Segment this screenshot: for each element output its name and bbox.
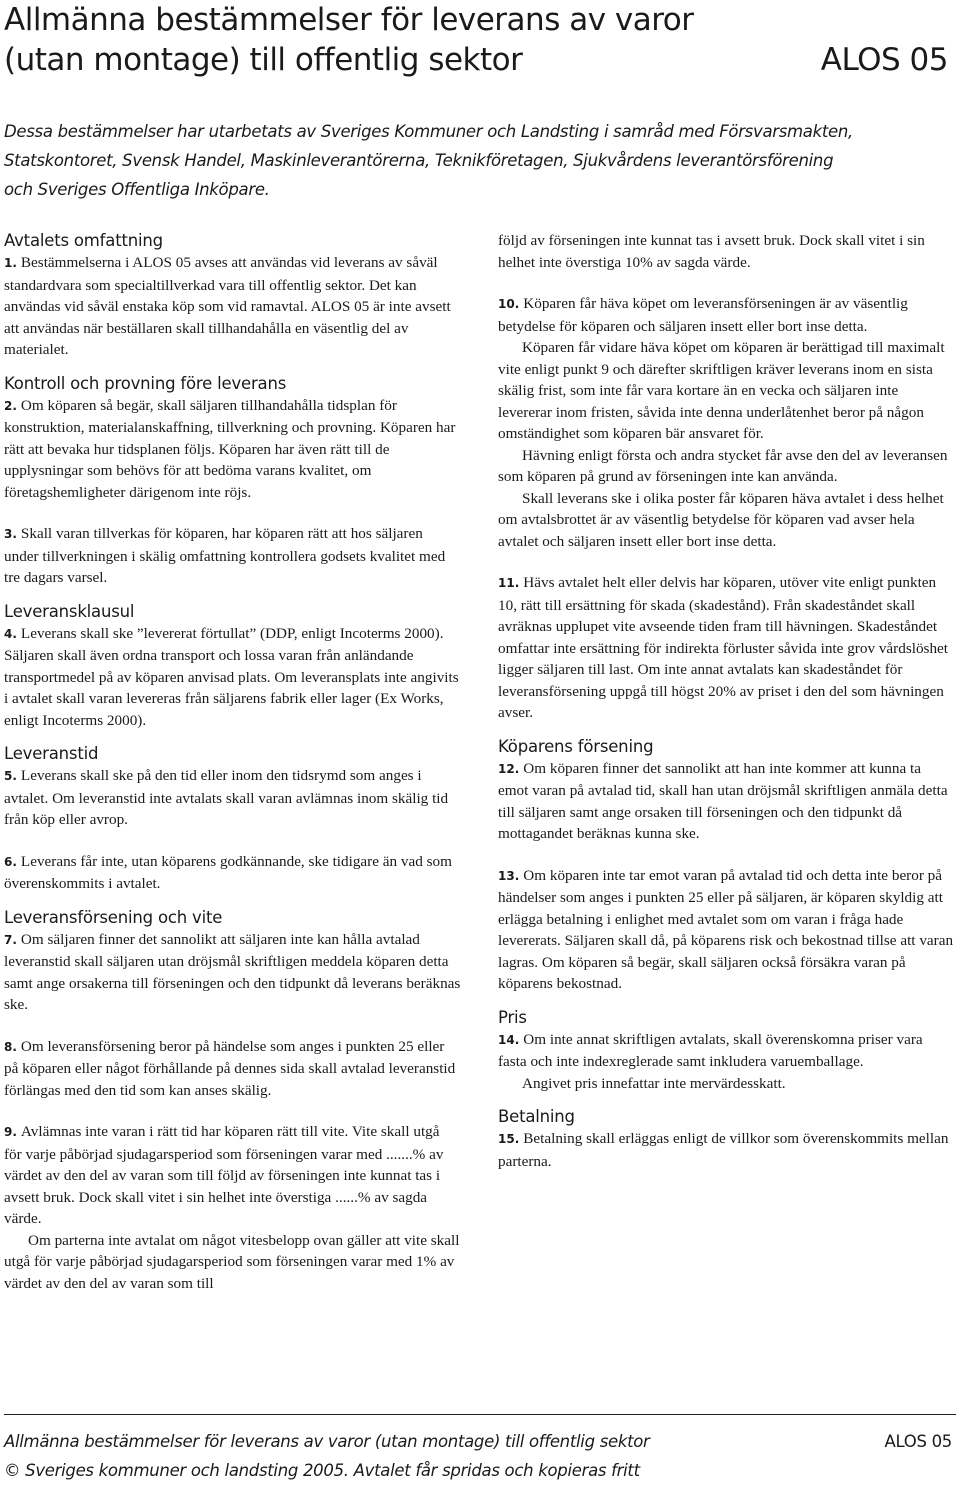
section-9 <box>4 1121 461 1230</box>
heading-avtalets-omfattning: Avtalets omfattning <box>4 231 163 250</box>
intro-text <box>4 117 954 204</box>
section-number: 2. <box>4 398 17 413</box>
section-9-tail: följd av förseningen inte kunnat tas i avsett bruk. Dock skall vitet i sin helhet inte överstiga 10% av sagda värde. <box>498 232 925 271</box>
footer-copyright: © Sveriges kommuner och landsting 2005. Avtalet får spridas och kopieras fritt <box>4 1461 640 1480</box>
section-3 <box>4 523 461 589</box>
title-line-2: (utan montage) till offentlig sektor <box>4 42 523 78</box>
section-number: 13. <box>498 868 520 883</box>
section-text: Om inte annat skriftligen avtalats, skall överenskomna priser vara fasta och inte indexreglerade samt inkludera varuemballage. <box>498 1030 923 1070</box>
section-text: Leverans skall ske ”levererat förtullat” (DDP, enligt Incoterms 2000). Säljaren skall även ordna transport och lossa varan från anländande transportmedel på av köparen anvisad plats. Om leveransplats inte angivits i avtalet skall varan levereras från säljarens fabrik eller lager (Ex Works, enligt Incoterms 2000). <box>4 624 459 729</box>
document-title <box>4 0 954 80</box>
section-number: 3. <box>4 527 17 541</box>
section-text: Skall varan tillverkas för köparen, har köparen rätt att hos säljaren under tillverkningen i skälig omfattning kontrollera godsets kvalitet med tre dagars varsel. <box>4 525 446 586</box>
section-number: 5. <box>4 769 17 783</box>
section-4 <box>4 623 461 732</box>
section-number: 6. <box>4 854 17 869</box>
section-number: 14. <box>498 1032 520 1047</box>
section-text: Köparen får häva köpet om leveransförseningen är av väsentlig betydelse för köparen och säljaren insett eller bort inse detta. <box>498 295 908 335</box>
section-10-paragraph-4: Skall leverans ske i olika poster får köparen häva avtalet i dess helhet om avtalsbrottet är av väsentlig betydelse för köparen vad avser hela avtalet och säljaren insett eller bort inse detta. <box>498 489 944 550</box>
footer-title: Allmänna bestämmelser för leverans av varor (utan montage) till offentlig sektor <box>4 1432 650 1451</box>
section-12 <box>498 758 955 845</box>
section-text: Bestämmelserna i ALOS 05 avses att användas vid leverans av såväl standardvara som specialtillverkad vara till offentlig sektor. Det kan användas vid såväl enstaka köp som vid ramavtal. ALOS 05 är inte avsett att användas när beställaren skall tillhandahålla en väsentlig del av materialet. <box>4 254 451 358</box>
section-text: Om köparen inte tar emot varan på avtalad tid och detta inte beror på händelser som anges i punkten 25 eller på säljaren, är köparen skyldig att erlägga betalning i enlighet med avtalet som om varan i fråga hade levererats. Säljaren skall då, på köparens risk och bekostnad tillse att varan lagras. Om köparen så begär, skall säljaren också försäkra varan på köparens bekostnad. <box>498 866 954 992</box>
section-10-paragraph-2: Köparen får vidare häva köpet om köparen är berättigad till maximalt vite enligt punkt 9 och därefter skriftligen kräver leverans inom en sista skälig frist, som inte får vara kortare än en vecka och säljaren inte levererar inom fristen, såvida inte denna underlåtenhet beror på någon omständighet som köparen bär ansvaret för. <box>498 339 945 442</box>
footer-row-1 <box>4 1427 956 1456</box>
section-number: 10. <box>498 297 520 311</box>
document-code: ALOS 05 <box>820 42 948 78</box>
heading-leveranstid: Leveranstid <box>4 744 99 763</box>
section-number: 8. <box>4 1039 17 1054</box>
section-number: 4. <box>4 626 17 641</box>
heading-leveransklausul: Leveransklausul <box>4 601 135 621</box>
section-text: Leverans får inte, utan köparens godkännande, ske tidigare än vad som överenskommits i avtalet. <box>4 852 452 892</box>
section-text: Betalning skall erläggas enligt de villkor som överenskommits mellan parterna. <box>498 1130 949 1170</box>
section-text: Leverans skall ske på den tid eller inom den tidsrymd som anges i avtalet. Om leveranstid inte avtalats skall varan avlämnas inom skälig tid från köp eller avrop. <box>4 767 449 828</box>
section-text: Hävs avtalet helt eller delvis har köparen, utöver vite enligt punkten 10, rätt till ersättning för skada (skadestånd). Från skadeståndet skall avräknas upplupet vite avseende tiden fram till hävningen. Skadeståndet omfattar inte ersättning för indirekta förluster såvida inte grov vårdslöshet ligger säljaren till last. Om inte annat avtalats kan skadeståndet för leveransförsening uppgå till högst 20% av priset i den del som hävningen avser. <box>498 574 949 721</box>
section-number: 7. <box>4 932 17 947</box>
section-15 <box>498 1128 955 1172</box>
section-8 <box>4 1036 461 1102</box>
heading-leveransforsening: Leveransförsening och vite <box>4 907 223 927</box>
section-9-continuation: Om parterna inte avtalat om något vitesbelopp ovan gäller att vite skall utgå för varje påbörjad sjudagarsperiod som förseningen varar med 1% av värdet av den del av varan som till <box>4 1231 460 1292</box>
section-number: 1. <box>4 256 17 270</box>
intro-line-3: och Sveriges Offentliga Inköpare. <box>4 180 270 199</box>
section-text: Om leveransförsening beror på händelse som anges i punkten 25 eller på köparen eller något förhållande på dennes sida skall avtalad leveranstid förlängas med den tid som kan anses skälig. <box>4 1037 456 1099</box>
heading-pris: Pris <box>498 1007 527 1027</box>
section-text: Avlämnas inte varan i rätt tid har köparen rätt till vite. Vite skall utgå för varje påbörjad sjudagarsperiod som förseningen varar med .......% av värdet av den del av varan som till följd av förseningen inte kunnat tas i avsett bruk. Dock skall vitet i sin helhet inte överstiga ......% av sagda värde. <box>4 1123 444 1227</box>
section-14-paragraph-2: Angivet pris innefattar inte mervärdesskatt. <box>522 1074 786 1092</box>
section-text: Om säljaren finner det sannolikt att säljaren inte kan hålla avtalad leveranstid skall säljaren utan dröjsmål skriftligen meddela köparen detta samt ange orsakerna till förseningen och den tidpunkt då leverans beräknas ske. <box>4 930 461 1013</box>
right-column <box>498 230 955 1172</box>
section-text: Om köparen finner det sannolikt att han inte kommer att kunna ta emot varan på avtalad tid, skall han utan dröjsmål skriftligen anmäla detta till säljaren samt ange orsaken till förseningen och den tidpunkt då mottagandet beräknas kunna ske. <box>498 759 948 842</box>
section-14 <box>498 1029 955 1073</box>
section-7 <box>4 929 461 1016</box>
left-column <box>4 230 461 1294</box>
intro-line-1: Dessa bestämmelser har utarbetats av Sveriges Kommuner och Landsting i samråd med Försvarsmakten, <box>4 122 853 141</box>
section-2 <box>4 395 461 504</box>
heading-betalning: Betalning <box>498 1107 575 1126</box>
title-line-1: Allmänna bestämmelser för leverans av varor <box>4 2 694 38</box>
section-10 <box>498 293 955 337</box>
section-number: 9. <box>4 1125 17 1139</box>
section-number: 15. <box>498 1132 520 1146</box>
intro-line-2: Statskontoret, Svensk Handel, Maskinleverantörerna, Teknikföretagen, Sjukvårdens leverantörsförening <box>4 151 834 170</box>
section-number: 12. <box>498 761 520 776</box>
heading-kopares-forsening: Köparens försening <box>498 736 654 756</box>
section-number: 11. <box>498 576 520 590</box>
section-13 <box>498 865 955 995</box>
footer-code: ALOS 05 <box>884 1432 952 1451</box>
section-1 <box>4 252 461 361</box>
section-5 <box>4 765 461 831</box>
section-text: Om köparen så begär, skall säljaren tillhandahålla tidsplan för konstruktion, materialanskaffning, tillverkning och provning. Köparen har rätt att bevaka hur tidsplanen följs. Köparen har även rätt till de upplysningar som behövs för att bedöma varans kvalitet, om företagshemligheter därigenom inte röjs. <box>4 396 456 501</box>
section-11 <box>498 572 955 724</box>
footer-divider <box>4 1414 956 1415</box>
heading-kontroll: Kontroll och provning före leverans <box>4 373 287 393</box>
section-10-paragraph-3: Hävning enligt första och andra stycket får avse den del av leveransen som köparen på grund av förseningen inte kan använda. <box>498 446 948 485</box>
page-footer <box>4 1427 956 1485</box>
section-6 <box>4 851 461 895</box>
